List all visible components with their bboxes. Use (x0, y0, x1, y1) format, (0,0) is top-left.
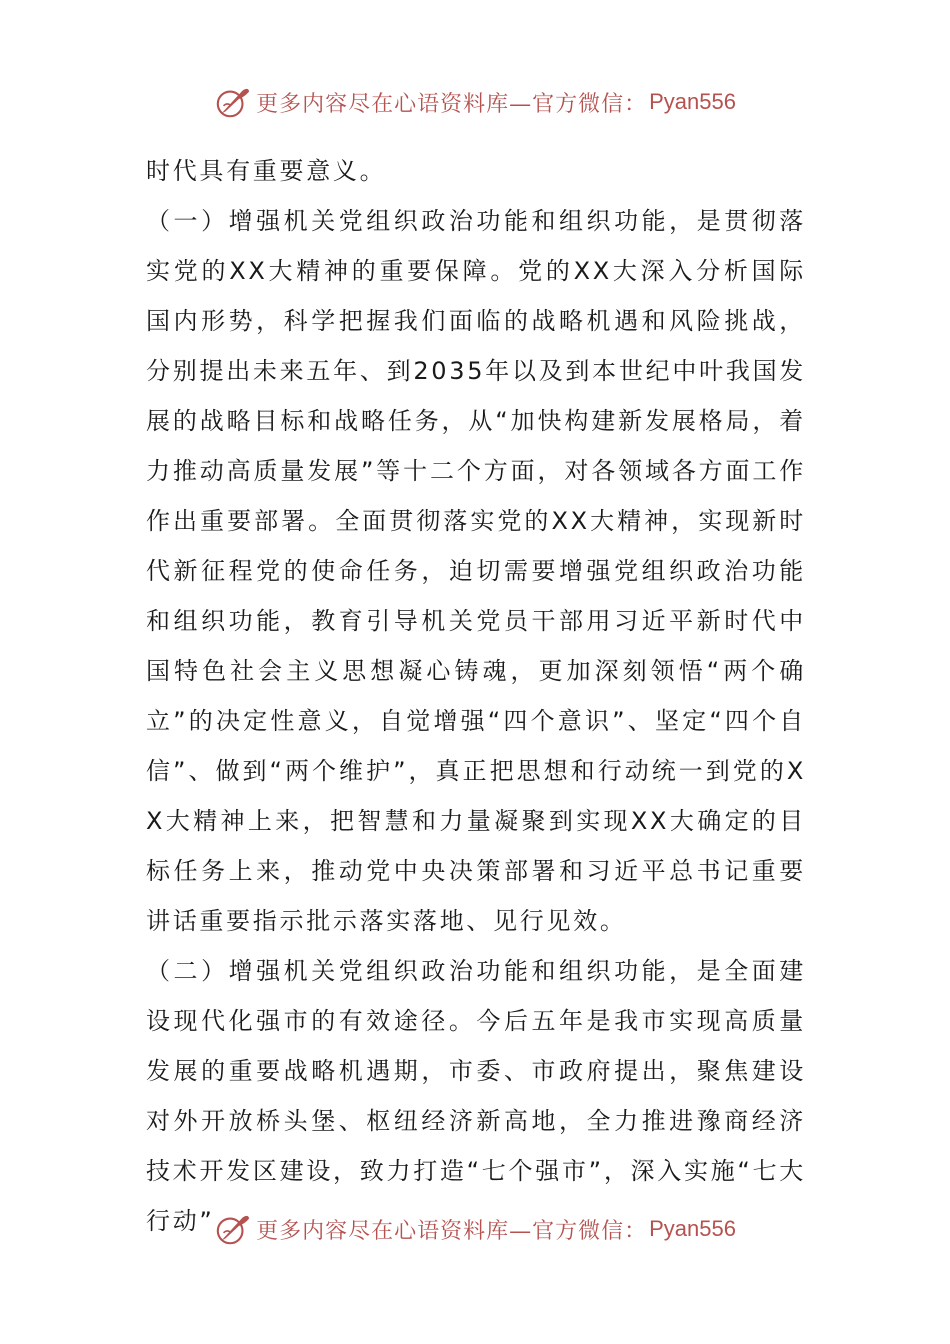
paragraph: 时代具有重要意义。 (146, 157, 387, 185)
quill-logo-icon (214, 83, 252, 121)
paragraph: （一）增强机关党组织政治功能和组织功能，是贯彻落实党的XX大精神的重要保障。党的XX大深入分析国际国内形势，科学把握我们面临的战略机遇和风险挑战，分别提出未来五年、到2035年以及到本世纪中叶我国发展的战略目标和战略任务，从“加快构建新发展格局，着力推动高质量发展”等十二个方面，对各领域各方面工作作出重要部署。全面贯彻落实党的XX大精神，实现新时代新征程党的使命任务，迫切需要增强党组织政治功能和组织功能，教育引导机关党员干部用习近平新时代中国特色社会主义思想凝心铸魂，更加深刻领悟“两个确立”的决定性意义，自觉增强“四个意识”、坚定“四个自信”、做到“两个维护”，真正把思想和行动统一到党的XX大精神上来，把智慧和力量凝聚到实现XX大确定的目标任务上来，推动党中央决策部署和习近平总书记重要讲话重要指示批示落实落地、见行见效。 (146, 207, 806, 935)
footer-banner-text: 更多内容尽在心语资料库—官方微信： (256, 1218, 648, 1244)
paragraph: （二）增强机关党组织政治功能和组织功能，是全面建设现代化强市的有效途径。今后五年是我市实现高质量发展的重要战略机遇期，市委、市政府提出，聚焦建设对外开放桥头堡、枢纽经济新高地，全力推进豫商经济技术开发区建设，致力打造“七个强市”，深入实施“七大行动” (146, 957, 806, 1235)
header-watermark-banner (0, 80, 950, 124)
document-body (146, 146, 806, 1246)
quill-logo-icon (214, 1210, 252, 1248)
header-wechat-id: Pyan556 (649, 89, 736, 114)
footer-wechat-id: Pyan556 (649, 1216, 736, 1241)
footer-watermark-banner (0, 1207, 950, 1251)
header-banner-text: 更多内容尽在心语资料库—官方微信： (256, 91, 648, 117)
